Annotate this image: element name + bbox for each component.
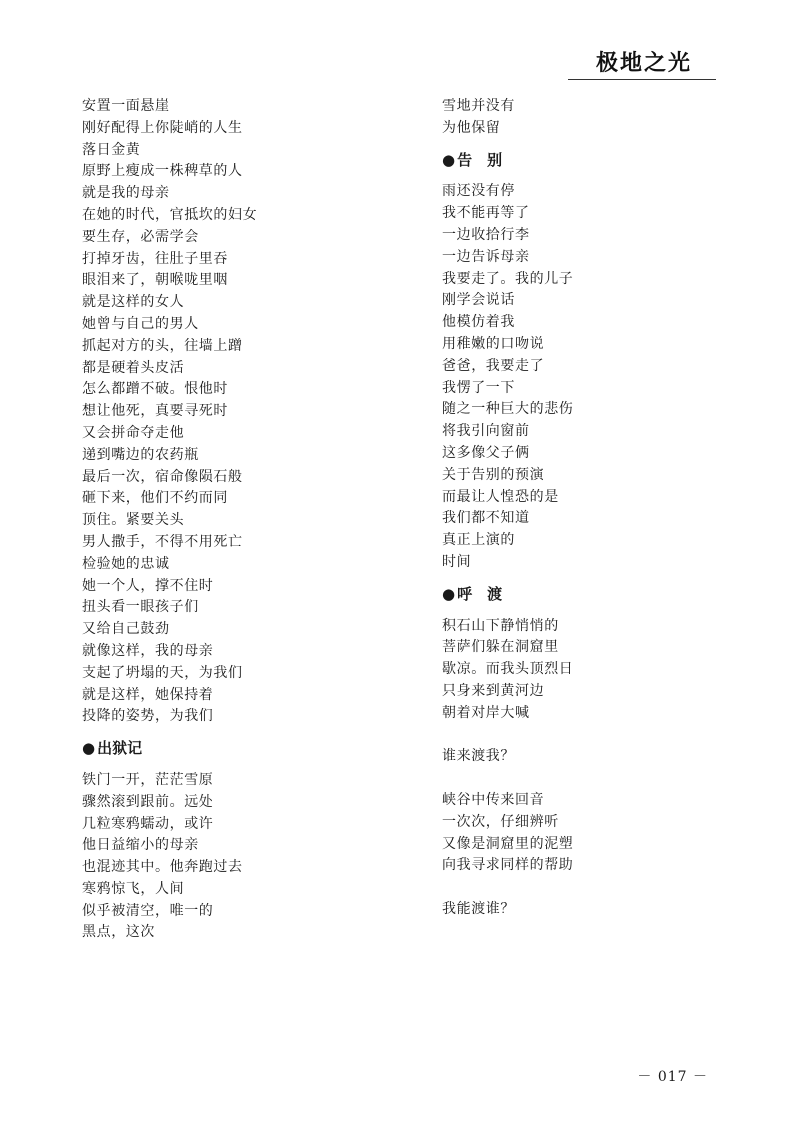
poem-line: 抓起对方的头，往墙上蹭	[82, 337, 243, 354]
section-title-text: 告 别	[457, 150, 503, 169]
poem-line: 一边告诉母亲	[442, 248, 530, 265]
poem-line: 就是我的母亲	[82, 185, 170, 202]
poem-line: 谁来渡我？	[442, 748, 515, 765]
poem-line: 落日金黄	[82, 141, 141, 158]
header-rule	[568, 79, 716, 80]
poem-line: 几粒寒鸦蠕动，或许	[82, 815, 214, 832]
poem-line: 真正上演的	[442, 532, 515, 549]
bullet-icon: ●	[442, 584, 456, 603]
poem-stanza	[82, 770, 382, 944]
poem-line: 她一个人，撑不住时	[82, 577, 214, 594]
poem-line: 我要走了。我的儿子	[442, 270, 574, 287]
poem-line: 他日益缩小的母亲	[82, 837, 199, 854]
poem-line: 投降的姿势，为我们	[82, 708, 214, 725]
poem-line: 想让他死，真要寻死时	[82, 403, 228, 420]
poem-line: 她曾与自己的男人	[82, 315, 199, 332]
poem-stanza	[82, 96, 382, 728]
poem-line: 支起了坍塌的天，为我们	[82, 664, 243, 681]
poem-line: 怎么都蹭不破。恨他时	[82, 381, 228, 398]
poem-line: 骤然滚到跟前。远处	[82, 793, 214, 810]
section-title-chuyuji	[82, 738, 382, 760]
poem-line: 要生存，必需学会	[82, 228, 199, 245]
section-title-text: 呼 渡	[457, 584, 503, 603]
poem-line: 递到嘴边的农药瓶	[82, 446, 199, 463]
poem-stanza	[442, 616, 742, 725]
stanza-gap	[442, 877, 742, 899]
poem-line: 歇凉。而我头顶烈日	[442, 661, 574, 678]
poem-line: 就是这样，她保持着	[82, 686, 214, 703]
bullet-icon: ●	[442, 150, 456, 169]
poem-line: 砸下来，他们不约而同	[82, 490, 228, 507]
poem-stanza	[442, 790, 742, 877]
poem-line: 刚学会说话	[442, 292, 515, 309]
poem-line: 原野上瘦成一株稗草的人	[82, 163, 243, 180]
poem-line: 我愣了一下	[442, 379, 515, 396]
poem-line: 而最让人惶恐的是	[442, 488, 559, 505]
stanza-gap	[442, 725, 742, 747]
poem-line: 只身来到黄河边	[442, 682, 545, 699]
poem-line: 爸爸，我要走了	[442, 357, 545, 374]
poem-line: 朝着对岸大喊	[442, 704, 530, 721]
poem-line: 安置一面悬崖	[82, 98, 170, 114]
poem-line: 将我引向窗前	[442, 423, 530, 440]
poem-line: 我不能再等了	[442, 205, 530, 222]
poem-line: 用稚嫩的口吻说	[442, 335, 545, 352]
poem-line: 男人撒手，不得不用死亡	[82, 533, 243, 550]
poem-line: 又会拼命夺走他	[82, 424, 185, 441]
poem-line: 向我寻求同样的帮助	[442, 857, 574, 874]
poem-line: 在她的时代，官抵坎的妇女	[82, 206, 258, 223]
poem-line: 我能渡谁？	[442, 900, 515, 917]
poem-stanza	[442, 181, 742, 573]
poem-line: 眼泪来了，朝喉咙里咽	[82, 272, 228, 289]
poem-line: 检验她的忠诚	[82, 555, 170, 572]
poem-line: 积石山下静悄悄的	[442, 617, 559, 634]
poem-line: 雪地并没有	[442, 98, 515, 114]
running-header-title: 极地之光	[595, 51, 692, 76]
poem-line: 顶住。紧要关头	[82, 512, 185, 529]
poem-line: 都是硬着头皮活	[82, 359, 185, 376]
poem-line: 扭头看一眼孩子们	[82, 599, 199, 616]
poem-line: 又像是洞窟里的泥塑	[442, 835, 574, 852]
page-number: － 017 －	[637, 1069, 708, 1085]
section-title-gaobie	[442, 150, 742, 172]
poem-line: 一次次，仔细辨听	[442, 813, 559, 830]
poem-line: 似乎被清空，唯一的	[82, 902, 214, 919]
poem-line: 随之一种巨大的悲伤	[442, 401, 574, 418]
poem-line: 又给自己鼓劲	[82, 621, 170, 638]
poem-line: 刚好配得上你陡峭的人生	[82, 119, 243, 136]
poem-line: 一边收拾行李	[442, 226, 530, 243]
poem-line: 就像这样，我的母亲	[82, 642, 214, 659]
poem-stanza	[442, 96, 742, 140]
poem-line: 他模仿着我	[442, 314, 515, 331]
stanza-gap	[442, 768, 742, 790]
bullet-icon: ●	[82, 739, 96, 758]
poem-line: 寒鸦惊飞，人间	[82, 880, 185, 897]
poem-line: 我们都不知道	[442, 510, 530, 527]
section-title-text: 出狱记	[97, 739, 143, 758]
poem-line: 也混迹其中。他奔跑过去	[82, 859, 243, 876]
section-title-hudu	[442, 584, 742, 606]
poem-line: 为他保留	[442, 119, 501, 136]
poem-line: 就是这样的女人	[82, 294, 185, 311]
poem-line: 打掉牙齿，往肚子里吞	[82, 250, 228, 267]
poem-line: 黑点，这次	[82, 924, 155, 941]
poem-line: 铁门一开，茫茫雪原	[82, 771, 214, 788]
poem-line: 这多像父子俩	[442, 444, 530, 461]
poem-line: 峡谷中传来回音	[442, 791, 545, 808]
right-column	[442, 96, 742, 921]
poem-line: 时间	[442, 553, 472, 570]
poem-line: 菩萨们躲在洞窟里	[442, 639, 559, 656]
poem-line: 关于告别的预演	[442, 466, 545, 483]
poem-line: 最后一次，宿命像陨石般	[82, 468, 243, 485]
left-column	[82, 96, 382, 944]
poem-line: 雨还没有停	[442, 183, 515, 200]
